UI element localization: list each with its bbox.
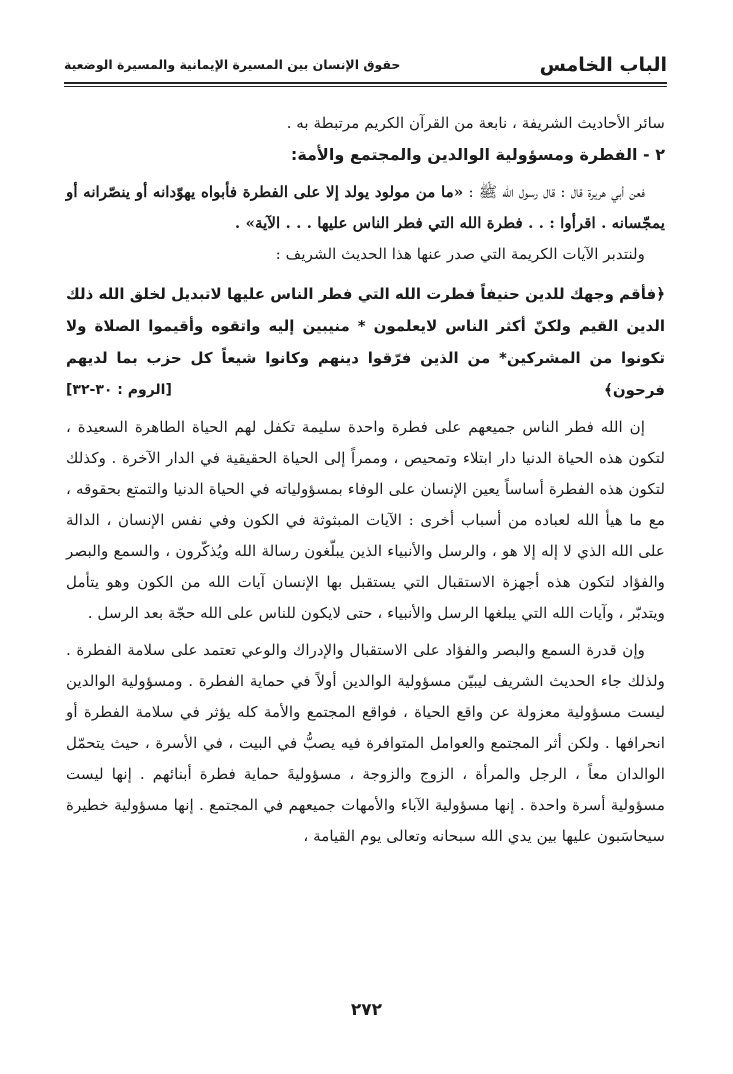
body-paragraph-1: إن الله فطر الناس جميعهم على فطرة واحدة سليمة تكفل لهم الحياة الطاهرة السعيدة ، لتكون هذه الحياة الدنيا دار ابتلاء وتمحيص ، وممراً إلى الحياة الحقيقية في الدار الآخرة . وكذلك لتكون هذه الفطرة أساساً يعين الإنسان على الوفاء بمسؤولياته في الحياة الدنيا والتمتع بحقوقه ، مع ما هيأ الله لعباده من أسباب أخرى : الآيات المبثوثة في الكون وفي نفس الإنسان ، الدالة على الله الذي لا إله إلا هو ، والرسل والأنبياء الذين يبلّغون رسالة الله ويُذكّرون ، والسمع والبصر والفؤاد لتكون هذه أجهزة الاستقبال التي يستقبل بها الإنسان آيات الله من الكون وهو يتأمل ويتدبّر ، وآيات الله التي يبلغها الرسل والأنبياء ، حتى لايكون للناس على الله حجّة بعد الرسل . <box>66 418 665 622</box>
header-rule <box>64 82 667 84</box>
quran-verses <box>66 278 665 406</box>
hadith-paragraph <box>66 177 665 239</box>
header-rule-thin <box>64 86 667 87</box>
hadith-quote: «ما من مولود يولد إلا على الفطرة فأبواه يهوّدانه أو ينصّرانه أو يمجّسانه . اقرأوا : . . فطرة الله التي فطر الناس عليها . . . الآية» . <box>66 183 665 232</box>
page-number: ٢٧٢ <box>350 1000 383 1020</box>
section-heading: ٢ - الفطرة ومسؤولية الوالدين والمجتمع والأمة: <box>290 145 665 164</box>
body-paragraph-2: وإن قدرة السمع والبصر والفؤاد على الاستقبال والإدراك والوعي تعتمد على سلامة الفطرة . ولذلك جاء الحديث الشريف ليبيّن مسؤولية الوالدين أولاً في حماية الفطرة . ومسؤولية الوالدين ليست مسؤولية معزولة عن واقع الحياة ، فواقع المجتمع والأمة كله يؤثر في سلامة الفطرة أو انحرافها . ولكن أثر المجتمع والعوامل المتوافرة فيه يصبُّ في البيت ، في الأسرة ، حيث يتحمّل الوالدان معاً ، الرجل والمرأة ، الزوج والزوجة ، مسؤوليةَ حماية فطرة أبنائهم . إنها ليست مسؤولية أسرة واحدة . إنها مسؤولية الآباء والأمهات جميعهم في المجتمع . إنها مسؤولية خطيرة سيحاسَبون عليها بين يدي الله سبحانه وتعالى يوم القيامة ، <box>66 641 665 845</box>
page-body <box>66 108 665 852</box>
quran-reference: [الروم : ٣٠-٣٢] <box>66 382 172 398</box>
page-header <box>64 38 667 78</box>
verses-intro: ولنتدبر الآيات الكريمة التي صدر عنها هذا الحديث الشريف : <box>275 245 645 263</box>
chapter-title: الباب الخامس <box>539 54 667 76</box>
continuation-paragraph: سائر الأحاديث الشريفة ، نابعة من القرآن الكريم مرتبطة به . <box>286 114 665 132</box>
running-title: حقوق الإنسان بين المسيرة الإيمانية والمسيرة الوضعية <box>64 57 401 72</box>
hadith-intro: فعن أبي هريرة قال : قال رسول الله ﷺ : <box>463 183 646 201</box>
quran-text: ﴿فأقم وجهك للدين حنيفاً فطرت الله التي فطر الناس عليها لاتبديل لخلق الله ذلك الدين القيم ولكنّ أكثر الناس لايعلمون * منيبين إليه واتقوه وأقيموا الصلاة ولا تكونوا من المشركين* من الذين فرّقوا دينهم وكانوا شيعاً كل حزب بما لديهم فرحون﴾ <box>66 285 665 399</box>
